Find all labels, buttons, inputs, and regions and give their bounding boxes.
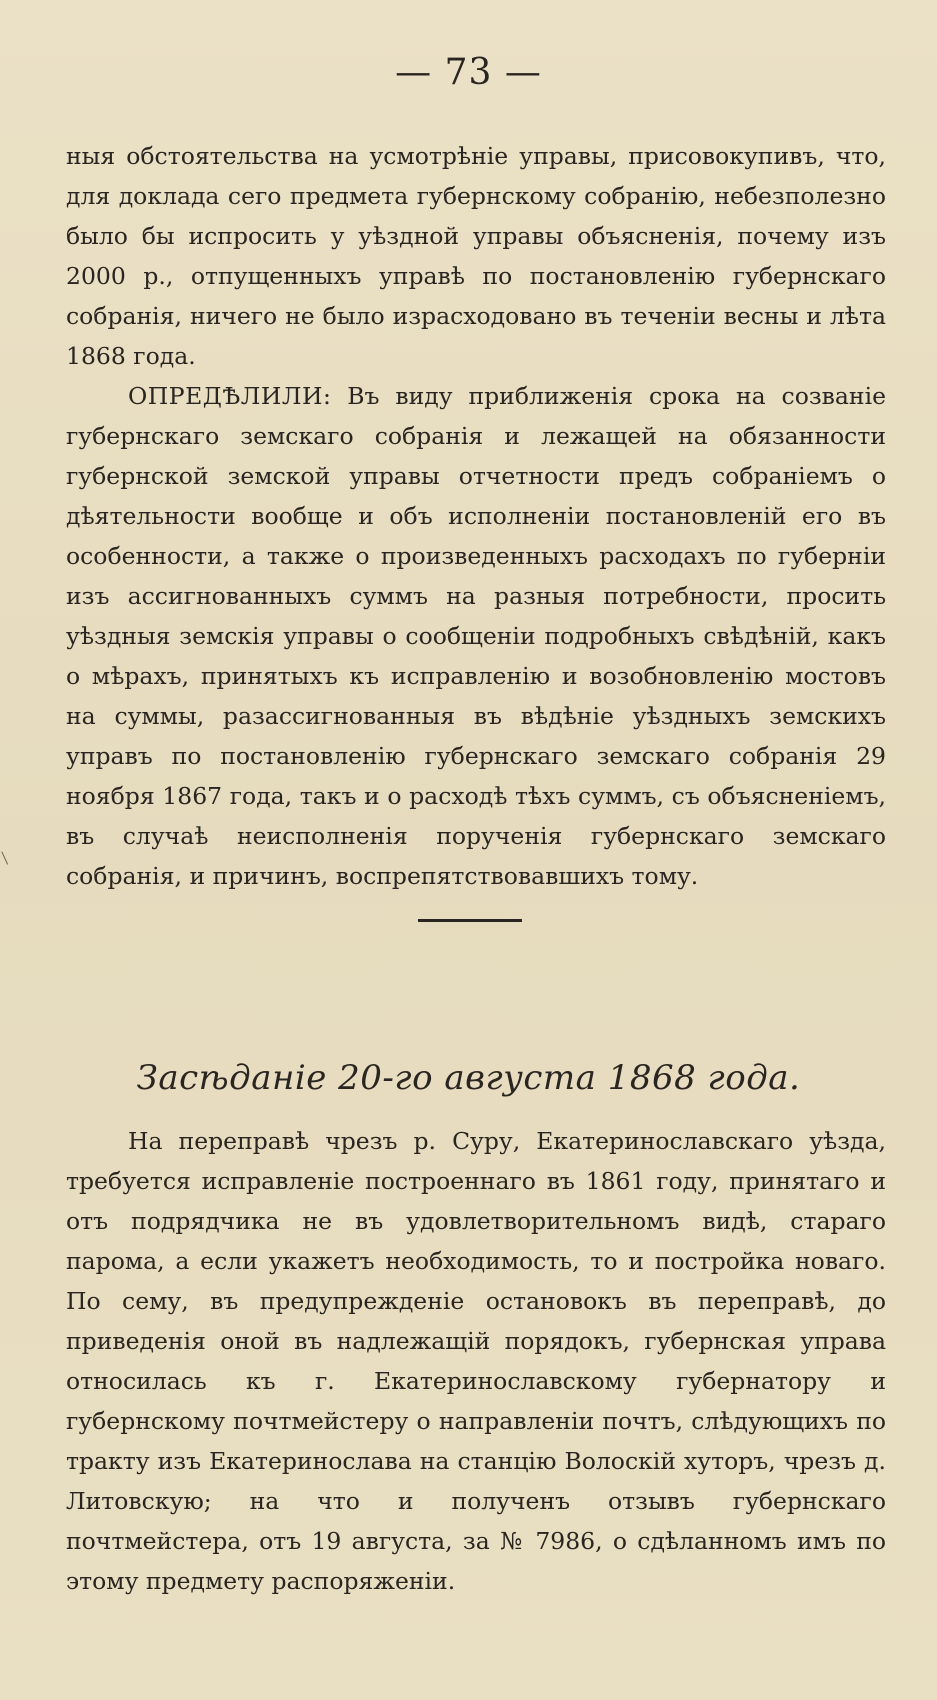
section-divider [418,919,522,922]
continuation-paragraph: ныя обстоятельства на усмотрѣніе управы, присовокупивъ, что, для доклада сего предмета губернскому собранію, небезполезно было бы испросить у уѣздной управы объясненія, почему изъ 2000 р., отпущенныхъ управѣ по постановленію губернскаго собранія, ничего не было израсходовано въ теченіи весны и лѣта 1868 года. [66,142,886,370]
resolution-text: Въ виду приближенія срока на созваніе губернскаго земскаго собранія и лежащей на обязанности губернской земской управы отчетности предъ собраніемъ о дѣятельности вообще и объ исполненіи постановленій его въ особенности, а также о произведенныхъ расходахъ по губерніи изъ ассигнованныхъ суммъ на разныя потребности, просить уѣздныя земскія управы о сообщеніи подробныхъ свѣдѣній, какъ о мѣрахъ, принятыхъ къ исправленію и возобновленію мостовъ на суммы, разассигнованныя въ вѣдѣніе уѣздныхъ земскихъ управъ по постановленію губернскаго земскаго собранія 29 ноября 1867 года, такъ и о расходѣ тѣхъ суммъ, съ объясненіемъ, въ случаѣ неисполненія порученія губернскаго земскаго собранія, и причинъ, воспрепятствовавшихъ тому. [66,382,886,890]
page-number: — 73 — [395,52,542,93]
resolution-paragraph [66,376,886,896]
session-heading: Засѣданіе 20-го августа 1868 года. [136,1058,801,1098]
resolution-label: ОПРЕДѢЛИЛИ: [128,382,332,410]
section-two-text [66,1121,886,1601]
section-one-text [66,136,886,896]
ferry-paragraph: На переправѣ чрезъ р. Суру, Екатеринославскаго уѣзда, требуется исправленіе построеннаго въ 1861 году, принятаго и отъ подрядчика не въ удовлетворительномъ видѣ, стараго парома, а если укажетъ необходимость, то и постройка новаго. По сему, въ предупрежденіе остановокъ въ переправѣ, до приведенія оной въ надлежащій порядокъ, губернская управа относилась къ г. Екатеринославскому губернатору и губернскому почтмейстеру о направленіи почтъ, слѣдующихъ по тракту изъ Екатеринослава на станцію Волоскій хуторъ, чрезъ д. Литовскую; на что и полученъ отзывъ губернскаго почтмейстера, отъ 19 августа, за № 7986, о сдѣланномъ имъ по этому предмету распоряженіи. [66,1127,886,1595]
margin-mark [1,849,12,864]
